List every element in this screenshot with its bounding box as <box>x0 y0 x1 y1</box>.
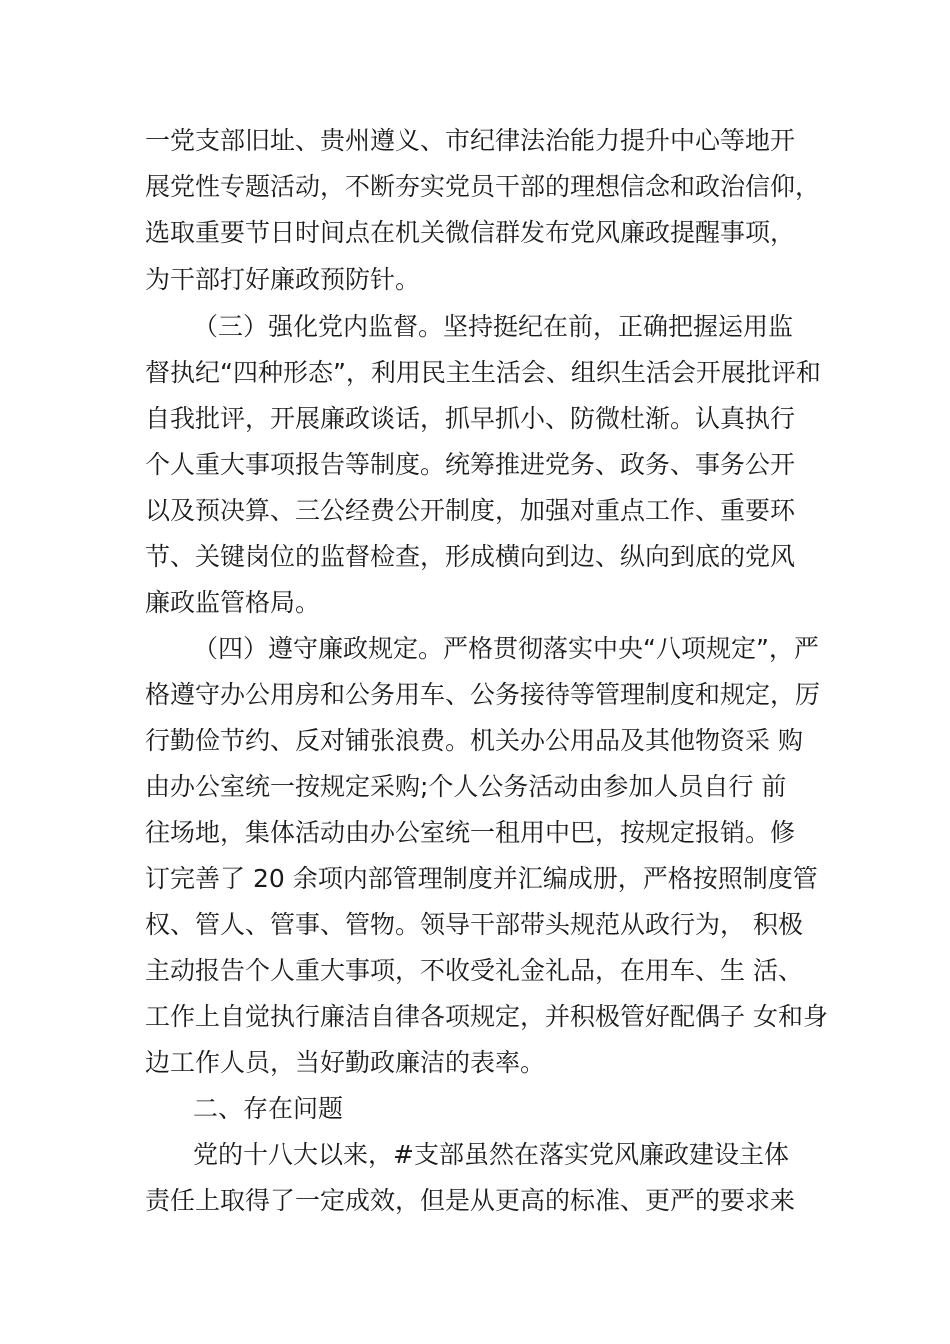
text-line: 一党支部旧址、贵州遵义、市纪律法治能力提升中心等地开 <box>145 126 796 155</box>
text-line: 廉政监管格局。 <box>145 588 321 617</box>
text-line: 格遵守办公用房和公务用车、公务接待等管理制度和规定，厉 <box>145 680 821 709</box>
section-heading: 二、存在问题 <box>193 1094 344 1123</box>
paragraph-heading-3: （三）强化党内监督。坚持挺纪在前，正确把握运用监 <box>193 312 794 341</box>
paragraph-heading-4: （四）遵守廉政规定。严格贯彻落实中央“八项规定”，严 <box>193 634 819 663</box>
text-line: 主动报告个人重大事项，不收受礼金礼品，在用车、生 活、 <box>145 956 803 985</box>
text-line: 节、关键岗位的监督检查，形成横向到边、纵向到底的党风 <box>145 542 796 571</box>
text-line: 为干部打好廉政预防针。 <box>145 265 421 294</box>
text-line: 以及预决算、三公经费公开制度，加强对重点工作、重要环 <box>145 496 796 525</box>
text-line: 责任上取得了一定成效，但是从更高的标准、更严的要求来 <box>145 1186 796 1215</box>
text-line: 个人重大事项报告等制度。统筹推进党务、政务、事务公开 <box>145 450 796 479</box>
text-line: 选取重要节日时间点在机关微信群发布党风廉政提醒事项， <box>145 218 796 247</box>
text-line: 权、管人、管事、管物。领导干部带头规范从政行为， 积极 <box>145 910 803 939</box>
text-line: 自我批评，开展廉政谈话，抓早抓小、防微杜渐。认真执行 <box>145 404 796 433</box>
text-line: 行勤俭节约、反对铺张浪费。机关办公用品及其他物资采 购 <box>145 726 803 755</box>
text-line: 由办公室统一按规定采购;个人公务活动由参加人员自行 前 <box>145 772 787 801</box>
text-line: 往场地，集体活动由办公室统一租用中巴，按规定报销。修 <box>145 818 796 847</box>
text-line: 展党性专题活动，不断夯实党员干部的理想信念和政治信仰， <box>145 172 821 201</box>
text-line: 党的十八大以来，#支部虽然在落实党风廉政建设主体 <box>193 1140 789 1169</box>
text-line: 订完善了 20 余项内部管理制度并汇编成册，严格按照制度管 <box>145 864 818 893</box>
text-line: 督执纪“四种形态”，利用民主生活会、组织生活会开展批评和 <box>145 358 821 387</box>
text-line: 工作上自觉执行廉洁自律各项规定，并积极管好配偶子 女和身 <box>145 1002 828 1031</box>
text-line: 边工作人员，当好勤政廉洁的表率。 <box>145 1048 546 1077</box>
